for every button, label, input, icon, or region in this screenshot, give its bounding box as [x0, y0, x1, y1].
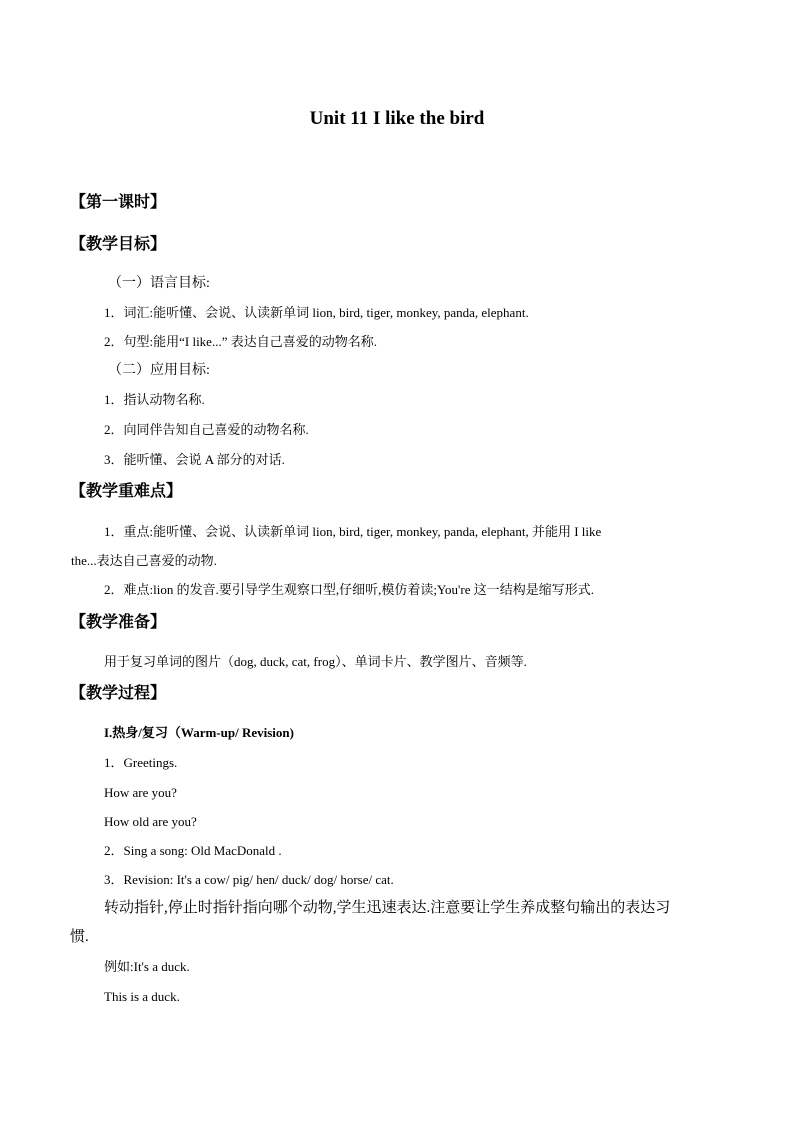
step-revision: 3．Revision: It's a cow/ pig/ hen/ duck/ dog/ horse/ cat. [104, 872, 394, 887]
example-sentence-2: This is a duck. [104, 989, 180, 1004]
paragraph-line2: 惯. [70, 929, 89, 945]
process-heading: 【教学过程】 [70, 683, 167, 702]
preparation-text: 用于复习单词的图片（dog, duck, cat, frog）、单词卡片、教学图片、音频等. [104, 654, 527, 669]
page-title: Unit 11 I like the bird [309, 108, 485, 129]
key-point-2: 2．难点:lion 的发音.要引导学生观察口型,仔细听,模仿着读;You're 这一结构是缩写形式. [104, 582, 594, 597]
language-goals-heading: （一）语言目标: [108, 276, 210, 291]
goals-heading: 【教学目标】 [70, 234, 167, 253]
step-sing-song: 2．Sing a song: Old MacDonald . [104, 843, 282, 858]
application-goal-1: 1．指认动物名称. [104, 392, 205, 407]
step-greetings: 1．Greetings. [104, 755, 178, 770]
key-points-heading: 【教学重难点】 [70, 481, 183, 500]
language-goal-1: 1．词汇:能听懂、会说、认读新单词 lion, bird, tiger, monkey, panda, elephant. [104, 305, 529, 320]
key-point-1-line1: 1．重点:能听懂、会说、认读新单词 lion, bird, tiger, monkey, panda, elephant, 并能用 I like [104, 524, 602, 539]
key-point-1-line2: the...表达自己喜爱的动物. [71, 553, 217, 568]
greeting-how-old: How old are you? [104, 814, 197, 829]
application-goals-heading: （二）应用目标: [108, 363, 210, 378]
lesson-heading: 【第一课时】 [70, 192, 167, 211]
preparation-heading: 【教学准备】 [70, 612, 167, 631]
language-goal-2: 2．句型:能用“I like...” 表达自己喜爱的动物名称. [104, 334, 377, 349]
application-goal-2: 2．向同伴告知自己喜爱的动物名称. [104, 422, 309, 437]
application-goal-3: 3．能听懂、会说 A 部分的对话. [104, 452, 285, 467]
example-sentence-1: 例如:It's a duck. [104, 959, 190, 974]
greeting-how-are-you: How are you? [104, 785, 177, 800]
paragraph-line1: 转动指针,停止时指针指向哪个动物,学生迅速表达.注意要让学生养成整句输出的表达习 [104, 900, 671, 916]
warmup-title: I.热身/复习（Warm-up/ Revision) [104, 725, 294, 740]
